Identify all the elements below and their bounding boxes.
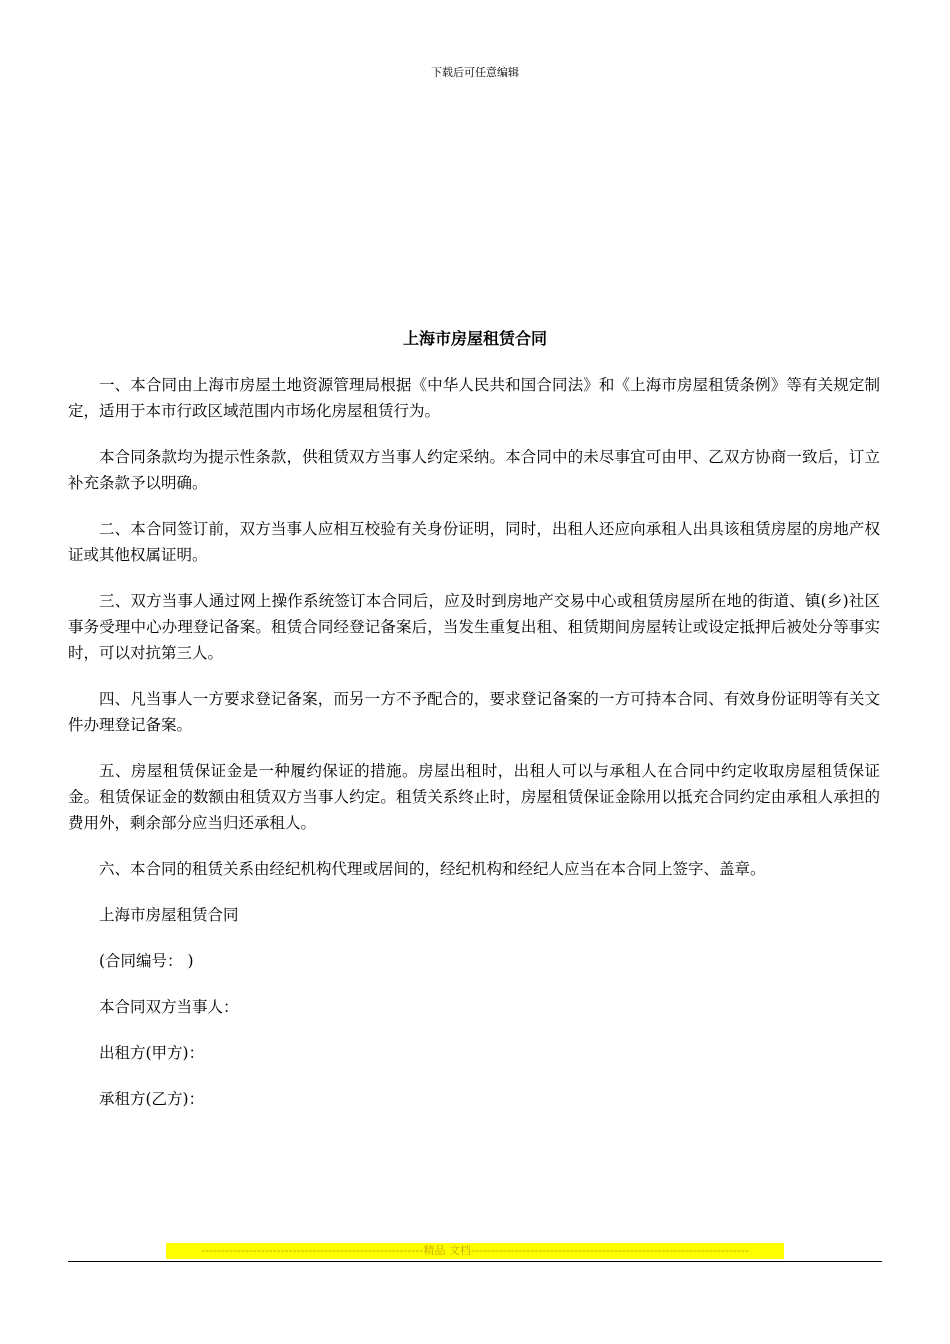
paragraph-3: 二、本合同签订前，双方当事人应相互校验有关身份证明，同时，出租人还应向承租人出具该租赁房屋的房地产权证或其他权属证明。 — [68, 520, 880, 564]
parties-line: 本合同双方当事人： — [99, 998, 239, 1016]
paragraph-6: 五、房屋租赁保证金是一种履约保证的措施。房屋出租时，出租人可以与承租人在合同中约定收取房屋租赁保证金。租赁保证金的数额由租赁双方当事人约定。租赁关系终止时，房屋租赁保证金除用以抵充合同约定由承租人承担的费用外，剩余部分应当归还承租人。 — [68, 762, 880, 832]
paragraph-5: 四、凡当事人一方要求登记备案，而另一方不予配合的，要求登记备案的一方可持本合同、有效身份证明等有关文件办理登记备案。 — [68, 690, 880, 734]
contract-heading-line: 上海市房屋租赁合同 — [99, 906, 239, 924]
contract-number-line: (合同编号： ) — [99, 952, 194, 970]
paragraph-2: 本合同条款均为提示性条款，供租赁双方当事人约定采纳。本合同中的未尽事宜可由甲、乙双方协商一致后，订立补充条款予以明确。 — [68, 448, 880, 492]
paragraph-7: 六、本合同的租赁关系由经纪机构代理或居间的，经纪机构和经纪人应当在本合同上签字、盖章。 — [99, 860, 766, 878]
footer-divider — [68, 1261, 882, 1262]
paragraph-4: 三、双方当事人通过网上操作系统签订本合同后，应及时到房地产交易中心或租赁房屋所在地的街道、镇(乡)社区事务受理中心办理登记备案。租赁合同经登记备案后，当发生重复出租、租赁期间房屋转让或设定抵押后被处分等事实时，可以对抗第三人。 — [68, 592, 880, 662]
document-title: 上海市房屋租赁合同 — [402, 329, 547, 348]
header-note: 下载后可任意编辑 — [431, 66, 519, 79]
footer-banner: --------------------------------------------------------精品 文档---------------------------------------------------------------------- — [166, 1243, 784, 1259]
lessee-line: 承租方(乙方)： — [99, 1090, 205, 1108]
paragraph-1: 一、本合同由上海市房屋土地资源管理局根据《中华人民共和国合同法》和《上海市房屋租赁条例》等有关规定制定，适用于本市行政区域范围内市场化房屋租赁行为。 — [68, 376, 880, 420]
lessor-line: 出租方(甲方)： — [99, 1044, 205, 1062]
document-body — [68, 372, 880, 1132]
